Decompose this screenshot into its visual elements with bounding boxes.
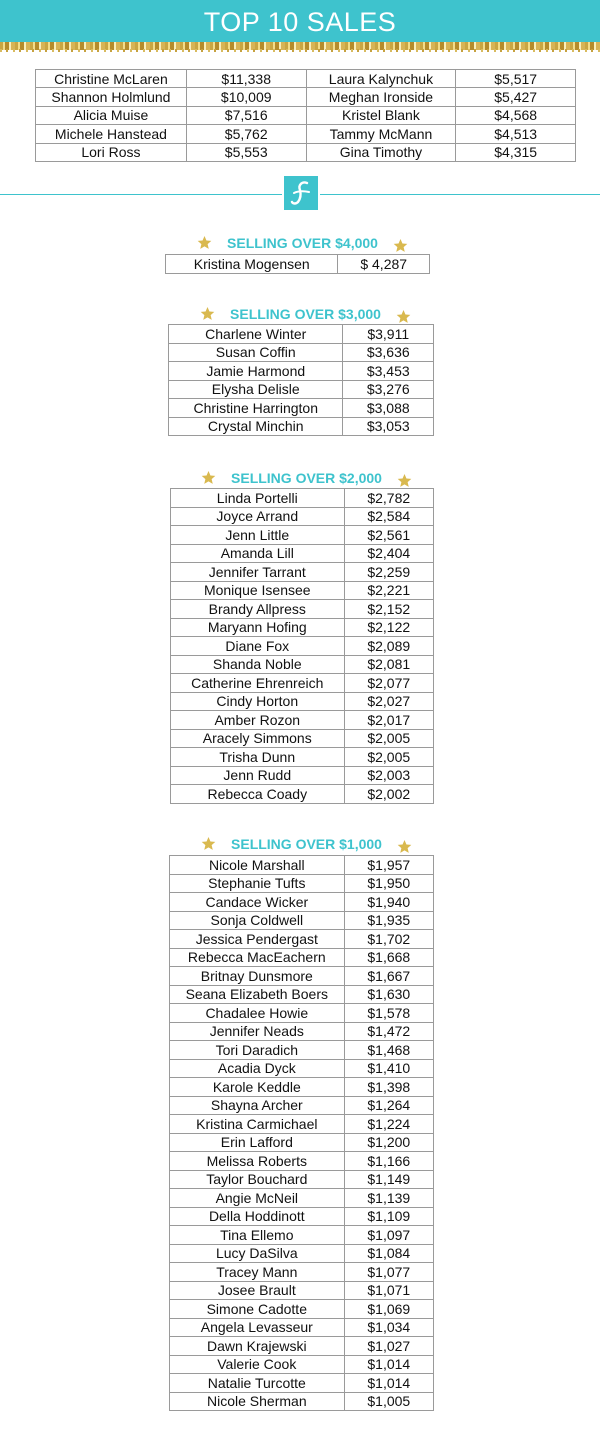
star-icon [200, 306, 215, 321]
sales-amount: $3,276 [343, 380, 434, 399]
table-row [170, 1115, 434, 1134]
table-row [36, 125, 576, 143]
seller-name: Shanda Noble [171, 655, 345, 674]
table-row [170, 1059, 434, 1078]
table-row [36, 143, 576, 161]
table-row [170, 1189, 434, 1208]
seller-name: Taylor Bouchard [170, 1170, 345, 1189]
sales-amount: $1,398 [344, 1078, 433, 1097]
sales-amount: $1,014 [344, 1374, 433, 1393]
table-row [170, 1244, 434, 1263]
seller-name: Gina Timothy [306, 143, 456, 161]
seller-name: Candace Wicker [170, 893, 345, 912]
seller-name: Tammy McMann [306, 125, 456, 143]
sales-amount: $1,702 [344, 930, 433, 949]
sales-amount: $4,315 [456, 143, 576, 161]
table-row [170, 874, 434, 893]
table-row [171, 637, 434, 656]
table-row [169, 399, 434, 418]
sales-amount: $11,338 [186, 70, 306, 88]
tier-heading: SELLING OVER $4,000 [227, 235, 378, 251]
sales-amount: $1,109 [344, 1207, 433, 1226]
sales-amount: $2,005 [344, 729, 433, 748]
table-row [171, 766, 434, 785]
table-row [171, 618, 434, 637]
table-row [170, 1337, 434, 1356]
sales-amount: $2,122 [344, 618, 433, 637]
sales-amount: $1,200 [344, 1133, 433, 1152]
seller-name: Tracey Mann [170, 1263, 345, 1282]
sales-amount: $5,553 [186, 143, 306, 161]
sales-amount: $5,427 [456, 88, 576, 106]
sales-amount: $10,009 [186, 88, 306, 106]
seller-name: Shannon Holmlund [36, 88, 187, 106]
seller-name: Lori Ross [36, 143, 187, 161]
table-row [171, 674, 434, 693]
seller-name: Joyce Arrand [171, 507, 345, 526]
seller-name: Sonja Coldwell [170, 911, 345, 930]
table-row [170, 1078, 434, 1097]
star-icon [201, 470, 216, 485]
seller-name: Trisha Dunn [171, 748, 345, 767]
seller-name: Susan Coffin [169, 343, 343, 362]
table-row [171, 544, 434, 563]
divider-right [320, 194, 600, 195]
sales-amount: $1,149 [344, 1170, 433, 1189]
seller-name: Jenn Little [171, 526, 345, 545]
sales-amount: $3,636 [343, 343, 434, 362]
sales-amount: $1,667 [344, 967, 433, 986]
table-row [170, 1392, 434, 1411]
table-row [170, 1281, 434, 1300]
sales-amount: $1,264 [344, 1096, 433, 1115]
seller-name: Rebecca Coady [171, 785, 345, 804]
seller-name: Charlene Winter [169, 325, 343, 344]
sales-amount: $1,097 [344, 1226, 433, 1245]
tier-heading: SELLING OVER $3,000 [230, 306, 381, 322]
sales-amount: $2,081 [344, 655, 433, 674]
seller-name: Kristel Blank [306, 106, 456, 124]
divider-left [0, 194, 282, 195]
seller-name: Dawn Krajewski [170, 1337, 345, 1356]
seller-name: Stephanie Tufts [170, 874, 345, 893]
table-row [36, 70, 576, 88]
sales-amount: $1,224 [344, 1115, 433, 1134]
sales-amount: $2,152 [344, 600, 433, 619]
sales-amount: $1,034 [344, 1318, 433, 1337]
seller-name: Crystal Minchin [169, 417, 343, 436]
table-row [170, 893, 434, 912]
tier-table [169, 855, 434, 1411]
star-icon [397, 839, 412, 854]
sales-amount: $1,578 [344, 1004, 433, 1023]
seller-name: Brandy Allpress [171, 600, 345, 619]
sales-amount: $2,017 [344, 711, 433, 730]
tier-heading: SELLING OVER $2,000 [231, 470, 382, 486]
seller-name: Jamie Harmond [169, 362, 343, 381]
seller-name: Michele Hanstead [36, 125, 187, 143]
seller-name: Chadalee Howie [170, 1004, 345, 1023]
seller-name: Amber Rozon [171, 711, 345, 730]
sales-amount: $3,088 [343, 399, 434, 418]
gold-glitter-strip [0, 42, 600, 50]
star-icon [197, 235, 212, 250]
seller-name: Erin Lafford [170, 1133, 345, 1152]
table-row [169, 417, 434, 436]
sales-amount: $4,568 [456, 106, 576, 124]
table-row [170, 1133, 434, 1152]
table-row [170, 911, 434, 930]
table-row [170, 856, 434, 875]
table-row [170, 1300, 434, 1319]
table-row [36, 88, 576, 106]
sales-amount: $1,084 [344, 1244, 433, 1263]
seller-name: Christine Harrington [169, 399, 343, 418]
sales-amount: $2,027 [344, 692, 433, 711]
table-row [171, 711, 434, 730]
tier-table [165, 254, 430, 274]
seller-name: Linda Portelli [171, 489, 345, 508]
sales-amount: $3,911 [343, 325, 434, 344]
seller-name: Jennifer Tarrant [171, 563, 345, 582]
table-row [170, 1226, 434, 1245]
sales-amount: $2,077 [344, 674, 433, 693]
seller-name: Seana Elizabeth Boers [170, 985, 345, 1004]
sales-amount: $2,003 [344, 766, 433, 785]
sales-amount: $1,027 [344, 1337, 433, 1356]
sales-amount: $1,472 [344, 1022, 433, 1041]
seller-name: Nicole Marshall [170, 856, 345, 875]
seller-name: Simone Cadotte [170, 1300, 345, 1319]
seller-name: Laura Kalynchuk [306, 70, 456, 88]
seller-name: Melissa Roberts [170, 1152, 345, 1171]
star-icon [201, 836, 216, 851]
table-row [169, 325, 434, 344]
seller-name: Shayna Archer [170, 1096, 345, 1115]
seller-name: Diane Fox [171, 637, 345, 656]
seller-name: Catherine Ehrenreich [171, 674, 345, 693]
table-row [170, 1355, 434, 1374]
table-row [170, 930, 434, 949]
brand-logo-icon [284, 176, 318, 210]
sales-amount: $2,089 [344, 637, 433, 656]
seller-name: Angela Levasseur [170, 1318, 345, 1337]
seller-name: Rebecca MacEachern [170, 948, 345, 967]
table-row [170, 1318, 434, 1337]
table-row [170, 967, 434, 986]
table-row [166, 255, 430, 274]
sales-amount: $2,584 [344, 507, 433, 526]
seller-name: Nicole Sherman [170, 1392, 345, 1411]
seller-name: Josee Brault [170, 1281, 345, 1300]
seller-name: Acadia Dyck [170, 1059, 345, 1078]
sales-amount: $5,762 [186, 125, 306, 143]
seller-name: Alicia Muise [36, 106, 187, 124]
sales-amount: $1,139 [344, 1189, 433, 1208]
sales-amount: $3,053 [343, 417, 434, 436]
table-row [36, 106, 576, 124]
seller-name: Maryann Hofing [171, 618, 345, 637]
star-icon [393, 238, 408, 253]
table-row [170, 1207, 434, 1226]
sales-amount: $1,166 [344, 1152, 433, 1171]
seller-name: Aracely Simmons [171, 729, 345, 748]
sales-amount: $2,221 [344, 581, 433, 600]
table-row [170, 1004, 434, 1023]
table-row [170, 1263, 434, 1282]
table-row [171, 655, 434, 674]
sales-amount: $1,950 [344, 874, 433, 893]
sales-amount: $1,940 [344, 893, 433, 912]
sales-amount: $1,630 [344, 985, 433, 1004]
top10-table [35, 69, 576, 162]
table-row [171, 507, 434, 526]
sales-amount: $7,516 [186, 106, 306, 124]
tier-heading: SELLING OVER $1,000 [231, 836, 382, 852]
seller-name: Natalie Turcotte [170, 1374, 345, 1393]
table-row [170, 1022, 434, 1041]
sales-amount: $1,014 [344, 1355, 433, 1374]
sales-amount: $1,957 [344, 856, 433, 875]
seller-name: Lucy DaSilva [170, 1244, 345, 1263]
sales-amount: $1,410 [344, 1059, 433, 1078]
table-row [171, 526, 434, 545]
table-row [171, 729, 434, 748]
star-icon [396, 309, 411, 324]
sales-amount: $2,561 [344, 526, 433, 545]
seller-name: Elysha Delisle [169, 380, 343, 399]
table-row [171, 748, 434, 767]
table-row [170, 985, 434, 1004]
sales-amount: $2,259 [344, 563, 433, 582]
table-row [170, 1041, 434, 1060]
seller-name: Della Hoddinott [170, 1207, 345, 1226]
star-icon [397, 473, 412, 488]
table-row [170, 1374, 434, 1393]
table-row [171, 785, 434, 804]
table-row [170, 1170, 434, 1189]
seller-name: Kristina Mogensen [166, 255, 338, 274]
seller-name: Tori Daradich [170, 1041, 345, 1060]
sales-amount: $ 4,287 [338, 255, 430, 274]
sales-amount: $2,005 [344, 748, 433, 767]
sales-amount: $1,468 [344, 1041, 433, 1060]
tier-table [168, 324, 434, 436]
sales-amount: $1,077 [344, 1263, 433, 1282]
sales-amount: $1,005 [344, 1392, 433, 1411]
seller-name: Meghan Ironside [306, 88, 456, 106]
sales-amount: $5,517 [456, 70, 576, 88]
sales-amount: $2,002 [344, 785, 433, 804]
tier-table [170, 488, 434, 804]
sales-amount: $4,513 [456, 125, 576, 143]
sales-amount: $1,935 [344, 911, 433, 930]
table-row [171, 692, 434, 711]
table-row [170, 1096, 434, 1115]
seller-name: Karole Keddle [170, 1078, 345, 1097]
table-row [170, 1152, 434, 1171]
seller-name: Kristina Carmichael [170, 1115, 345, 1134]
seller-name: Christine McLaren [36, 70, 187, 88]
seller-name: Jessica Pendergast [170, 930, 345, 949]
seller-name: Valerie Cook [170, 1355, 345, 1374]
sales-amount: $1,069 [344, 1300, 433, 1319]
sales-amount: $1,668 [344, 948, 433, 967]
seller-name: Monique Isensee [171, 581, 345, 600]
table-row [171, 563, 434, 582]
seller-name: Jennifer Neads [170, 1022, 345, 1041]
seller-name: Tina Ellemo [170, 1226, 345, 1245]
seller-name: Britnay Dunsmore [170, 967, 345, 986]
sales-amount: $2,404 [344, 544, 433, 563]
table-row [169, 380, 434, 399]
table-row [171, 600, 434, 619]
seller-name: Cindy Horton [171, 692, 345, 711]
table-row [170, 948, 434, 967]
seller-name: Jenn Rudd [171, 766, 345, 785]
table-row [171, 489, 434, 508]
page-title: TOP 10 SALES [0, 0, 600, 44]
table-row [169, 343, 434, 362]
seller-name: Amanda Lill [171, 544, 345, 563]
sales-amount: $2,782 [344, 489, 433, 508]
sales-amount: $3,453 [343, 362, 434, 381]
table-row [171, 581, 434, 600]
table-row [169, 362, 434, 381]
seller-name: Angie McNeil [170, 1189, 345, 1208]
sales-amount: $1,071 [344, 1281, 433, 1300]
